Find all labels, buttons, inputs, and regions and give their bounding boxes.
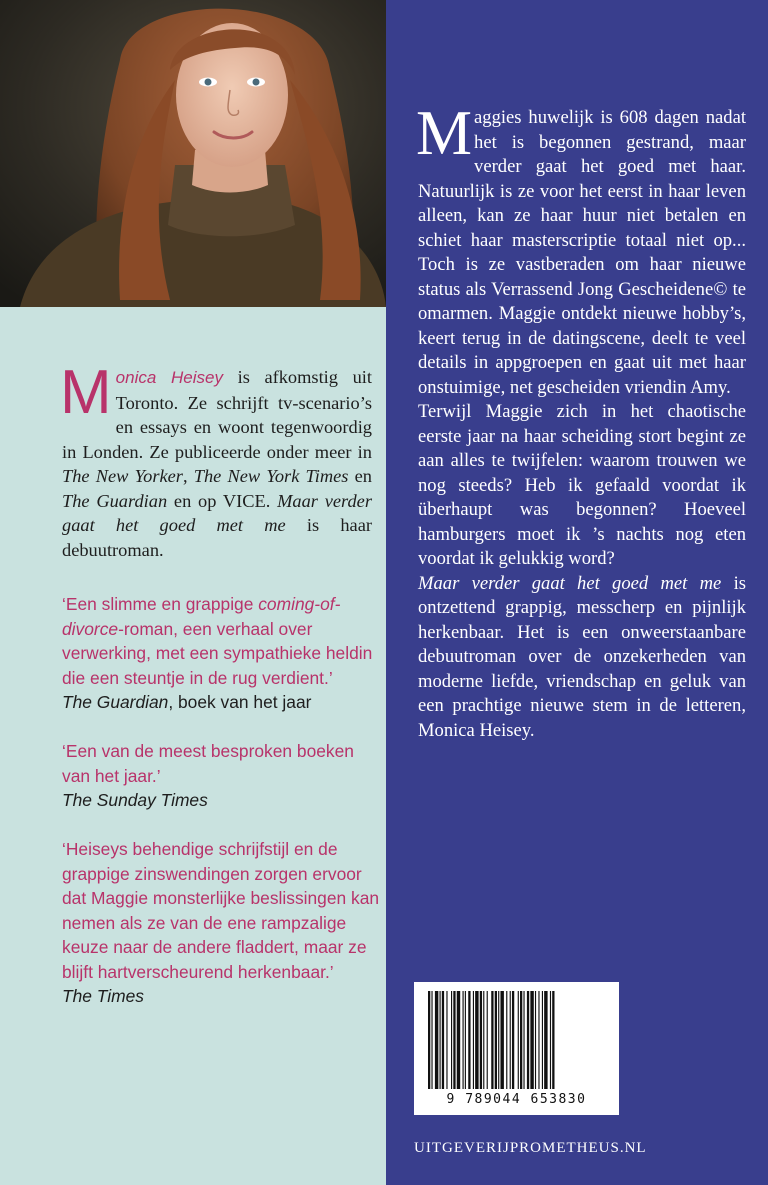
barcode-bar (487, 991, 488, 1089)
quote-source (62, 690, 380, 715)
barcode-bars (426, 991, 606, 1089)
barcode-bar (506, 991, 507, 1089)
book-blurb (416, 98, 746, 743)
isbn-number: 9 789044 653830 (446, 1092, 587, 1107)
publication-name: The New York Times (193, 466, 349, 486)
barcode-bar (446, 991, 447, 1089)
blurb-text: aggies huwelijk is 608 dagen nadat het is begonnen gestrand, maar verder gaat het goed met haar. Natuurlijk is ze voor het eerst in haar leven alleen, kan ze haar huur niet betalen en schiet haar masterscriptie totaal niet op... Toch is ze vastberaden om haar nieuwe status als Verrassend Jong Gescheidene© te omarmen. Maggie ontdekt nieuwe hobby’s, keert terug in de datingscene, deelt te veel details in appgroepen en gaat uit met haar onstuimige, net gescheiden vriendin Amy. (418, 107, 746, 398)
author-bio (60, 358, 373, 562)
bio-dropcap: M (60, 358, 112, 427)
barcode-bar (440, 991, 441, 1089)
author-name: onica Heisey (115, 368, 223, 387)
barcode-bar (480, 991, 482, 1089)
barcode-bar (442, 991, 444, 1089)
barcode-bar (527, 991, 529, 1089)
barcode-bar (544, 991, 547, 1089)
publication-name: The New Yorker (62, 466, 183, 486)
barcode-bar (495, 991, 497, 1089)
publication-name: The Guardian (62, 490, 168, 511)
review-quote (62, 592, 380, 715)
source-name: The Guardian (62, 692, 169, 712)
barcode-bar (457, 991, 460, 1089)
blurb-text: is ontzettend grappig, messcherp en pijnlijk herkenbaar. Het is een onweerstaanbare debuutroman over de onzekerheden van moderne liefde, vriendschap en geluk van een prachtige nieuwe stem in de letteren, Monica Heisey. (418, 572, 746, 741)
quote-text: -roman, een verhaal over verwerking, met een sympathieke heldin die een steuntje in de rug verdient.’ (62, 618, 373, 688)
barcode-bar (475, 991, 478, 1089)
barcode-bar (463, 991, 464, 1089)
quote-text: ‘Een van de meest besproken boeken van het jaar.’ (62, 741, 354, 786)
barcode-bar (465, 991, 466, 1089)
bio-text: en (348, 466, 372, 486)
blurb-dropcap: M (416, 98, 473, 168)
source-name: The Times (62, 986, 144, 1006)
barcode-bar (491, 991, 493, 1089)
bio-text: , (182, 466, 194, 486)
barcode-bar (538, 991, 539, 1089)
source-name: The Sunday Times (62, 790, 208, 810)
barcode-bar (428, 991, 430, 1089)
source-detail: , boek van het jaar (168, 692, 312, 712)
quote-source (62, 788, 380, 813)
barcode-bar (500, 991, 503, 1089)
barcode-bar (473, 991, 474, 1089)
quote-text: ‘Een slimme en grappige (62, 594, 259, 614)
review-quote (62, 739, 380, 813)
barcode-bar (468, 991, 470, 1089)
review-quote (62, 837, 380, 1009)
book-title: Maar verder gaat het goed met me (62, 490, 373, 535)
right-column (386, 0, 768, 1185)
author-photo (0, 0, 386, 307)
blurb-paragraph: Terwijl Maggie zich in het chaotische eerste jaar na haar scheiding stort begint ze aan alles te twijfelen: waarom trouwen we nog steeds? Heb ik gefaald voordat ik überhaupt was begonnen? Hoeveel hamburgers moet ik ’s nachts nog eten voordat ik gelukkig word? (418, 401, 746, 569)
barcode-bar (451, 991, 452, 1089)
blurb-paragraph (416, 98, 746, 400)
barcode-bar (431, 991, 432, 1089)
blurb-paragraph (418, 572, 746, 744)
bio-text: is afkomstig uit Toronto. Ze schrijft tv-scenario’s en essays en woont tegenwoordig in Londen. Ze publiceerde onder meer in (62, 367, 372, 462)
barcode-bar (552, 991, 554, 1089)
quote-source (62, 984, 380, 1009)
barcode-bar (512, 991, 514, 1089)
barcode-bar (520, 991, 522, 1089)
barcode-bar (523, 991, 524, 1089)
barcode-bar (518, 991, 519, 1089)
barcode-bar (498, 991, 499, 1089)
quote-text: ‘Heiseys behendige schrijfstijl en de grappige zinswendingen zorgen ervoor dat Maggie monsterlijke beslissingen kan nemen als ze van de ene rampzalige keuze naar de andere fladdert, maar ze blijft hartverscheurend herkenbaar.’ (62, 839, 380, 982)
barcode-bar (453, 991, 455, 1089)
barcode-bar (535, 991, 536, 1089)
barcode-bar (542, 991, 543, 1089)
barcode-bar (435, 991, 438, 1089)
review-quotes (62, 592, 380, 1033)
quote-emphasis: coming-of-divorce (62, 594, 341, 639)
bio-text: en op VICE. (167, 490, 278, 511)
book-title: Maar verder gaat het goed met me (418, 572, 722, 594)
bio-text: is haar debuutroman. (62, 515, 372, 560)
barcode-bar (510, 991, 511, 1089)
barcode-bar (550, 991, 551, 1089)
barcode-bar (530, 991, 533, 1089)
barcode-bar (483, 991, 484, 1089)
isbn-barcode (414, 982, 619, 1115)
publisher-url: UITGEVERIJPROMETHEUS.NL (414, 1140, 647, 1156)
